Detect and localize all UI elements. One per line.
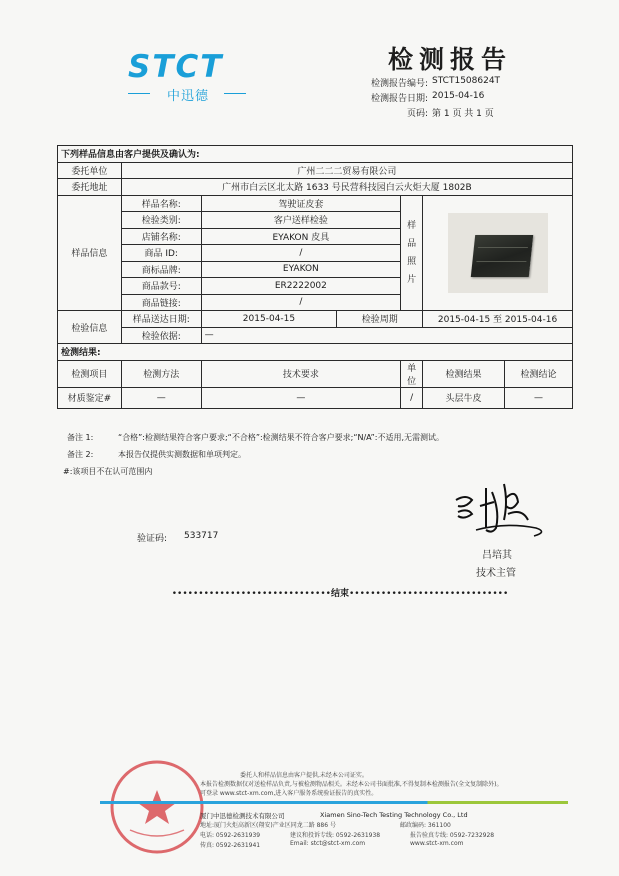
- send-date: 2015-04-15: [201, 311, 337, 328]
- verify-label: 验证码:: [137, 534, 168, 544]
- sample-row-label: 商品 ID:: [121, 245, 201, 262]
- results-title: 检测结果:: [58, 344, 573, 361]
- report-title: 检测报告: [388, 45, 513, 74]
- sample-row-value: EYAKON 皮具: [201, 228, 401, 245]
- send-date-label: 样品送达日期:: [121, 311, 201, 328]
- signature: [446, 478, 556, 544]
- result-cell: 头层牛皮: [423, 387, 505, 408]
- sample-row-value: ER2222002: [201, 278, 401, 295]
- results-header: 检测方法: [121, 360, 201, 387]
- leather-case-image: [470, 235, 532, 277]
- report-no-label: 检测报告编号:: [370, 79, 428, 89]
- results-header: 检测结论: [505, 360, 573, 387]
- footer-color-bar: [100, 801, 568, 804]
- sample-row-value: EYAKON: [201, 261, 401, 278]
- report-table: [57, 145, 573, 409]
- basis-label: 检验依据:: [121, 327, 201, 344]
- sample-section-title: 下列样品信息由客户提供及确认为:: [58, 146, 573, 163]
- footer-postcode: 邮政编码: 361100: [400, 822, 451, 829]
- result-cell: —: [505, 387, 573, 408]
- footer-address: 地址:厦门火炬高新区(翔安)产业区同龙二路 886 号: [200, 822, 336, 829]
- sample-photo-cell: [423, 195, 573, 311]
- footer-line1: 委托人和样品信息由客户提供,未经本公司证实。: [240, 772, 368, 779]
- result-cell: /: [401, 387, 423, 408]
- company-logo: [128, 49, 248, 104]
- footer-complaint: 建议和投诉专线: 0592-2631938: [290, 832, 381, 839]
- result-cell: —: [201, 387, 401, 408]
- footer-company-cn: 厦门中迅德检测技术有限公司: [200, 812, 285, 820]
- results-header: 检测结果: [423, 360, 505, 387]
- signer-title: 技术主管: [476, 568, 516, 579]
- logo-text: STCT: [128, 49, 224, 85]
- client-address: 广州市白云区北太路 1633 号民营科技园白云火炬大厦 1802B: [121, 179, 572, 196]
- sample-row-label: 样品名称:: [121, 195, 201, 212]
- page-label: 页码:: [406, 109, 428, 119]
- sample-row-label: 商品款号:: [121, 278, 201, 295]
- signer-name: 吕培其: [482, 550, 512, 561]
- end-text: 结束: [330, 589, 349, 599]
- sample-row-label: 检验类别:: [121, 212, 201, 229]
- basis-value: —: [201, 327, 572, 344]
- footer-fax: 传真: 0592-2631941: [200, 842, 261, 849]
- period-label: 检验周期: [337, 311, 423, 328]
- footer-company-en: Xiamen Sino-Tech Testing Technology Co., Ltd: [320, 811, 468, 819]
- sample-photo: [448, 213, 548, 293]
- sample-row-value: /: [201, 294, 401, 311]
- inspection-period: 2015-04-15 至 2015-04-16: [423, 311, 573, 328]
- end-marker: [150, 586, 530, 599]
- inspection-info-label: 检验信息: [58, 311, 122, 344]
- note1-label: 备注 1:: [67, 433, 94, 442]
- sample-row-value: 客户送样检验: [201, 212, 401, 229]
- report-date: 2015-04-16: [432, 91, 485, 101]
- report-no: STCT1508624T: [432, 76, 501, 86]
- note1-text: “合格”:检测结果符合客户要求;“不合格”:检测结果不符合客户要求;“N/A”:不适用,无需测试。: [118, 433, 445, 442]
- official-stamp: [108, 758, 206, 856]
- sample-info-label: 样品信息: [58, 195, 122, 311]
- report-date-label: 检测报告日期:: [370, 94, 428, 104]
- end-dots-left: ••••••••••••••••••••••••••••••: [171, 589, 331, 599]
- page-number: 第 1 页 共 1 页: [432, 109, 494, 119]
- client-unit: 广州二二二贸易有限公司: [121, 162, 572, 179]
- note3-text: #:该项目不在认可范围内: [63, 467, 153, 476]
- sample-row-value: /: [201, 245, 401, 262]
- sample-row-label: 商标品牌:: [121, 261, 201, 278]
- verify-code: 533717: [184, 531, 219, 541]
- result-cell: 材质鉴定#: [58, 387, 122, 408]
- footer-line2: 本报告检测数据仅对送检样品负责,与被检测物品相关。未经本公司书面批准,不得复制本检测报告(全文复制除外)。: [200, 781, 503, 788]
- footer-email: Email: stct@stct-xm.com: [290, 840, 366, 847]
- footer-line3: 可登录 www.stct-xm.com,进入客户服务系统验证报告的真实性。: [200, 790, 378, 797]
- end-dots-right: ••••••••••••••••••••••••••••••: [349, 589, 509, 599]
- footer-verify-phone: 报告验真专线: 0592-7232928: [410, 832, 495, 839]
- sample-row-label: 商品链接:: [121, 294, 201, 311]
- photo-label: 样品照片: [401, 195, 423, 311]
- sample-row-label: 店铺名称:: [121, 228, 201, 245]
- client-unit-label: 委托单位: [58, 162, 122, 179]
- results-header: 检测项目: [58, 360, 122, 387]
- logo-subtext: 中迅德: [166, 89, 209, 104]
- logo-rule-right: [224, 93, 246, 94]
- footer-phone: 电话: 0592-2631939: [200, 832, 261, 839]
- note2-label: 备注 2:: [67, 450, 94, 459]
- client-address-label: 委托地址: [58, 179, 122, 196]
- footer-website: www.stct-xm.com: [410, 840, 464, 847]
- sample-row-value: 驾驶证皮套: [201, 195, 401, 212]
- results-header: 技术要求: [201, 360, 401, 387]
- result-cell: —: [121, 387, 201, 408]
- note2-text: 本报告仅提供实测数据和单项判定。: [118, 450, 246, 459]
- results-header: 单位: [401, 360, 423, 387]
